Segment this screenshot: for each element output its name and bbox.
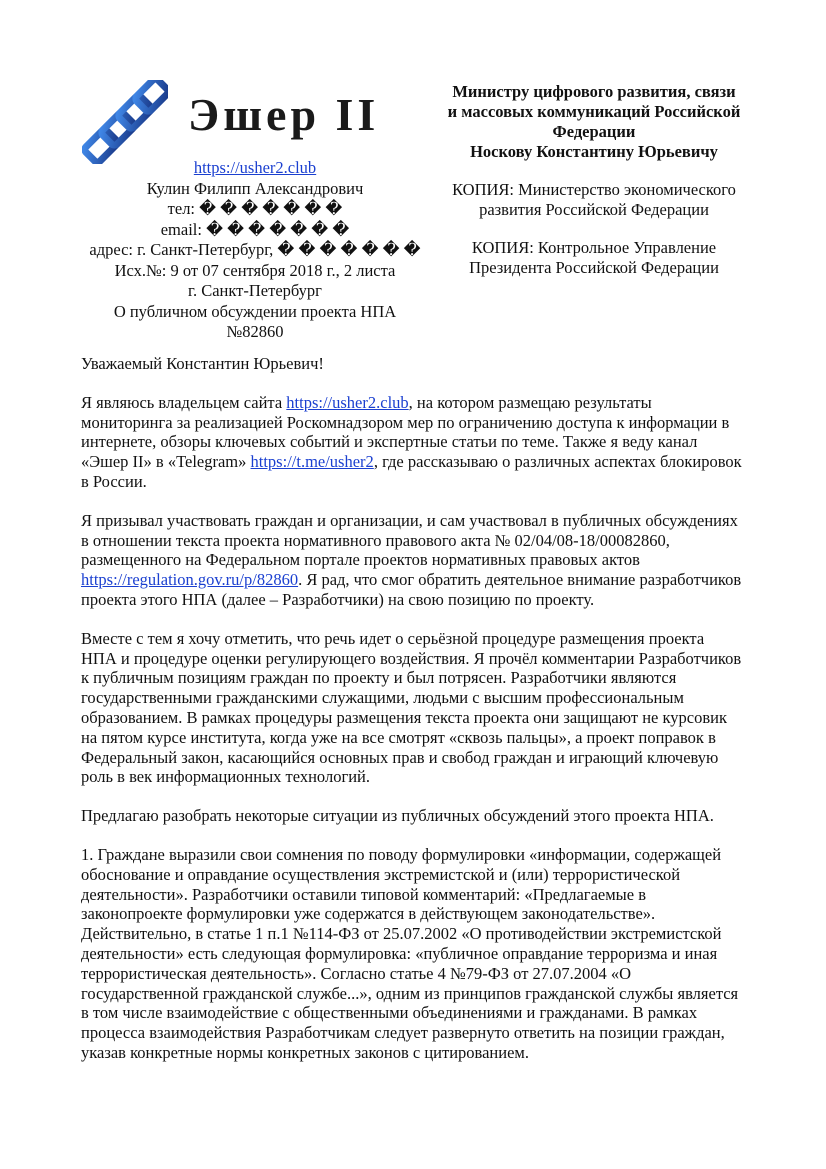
text-line: на пятом курсе института, когда уже на все смотрят «сквозь пальцы», а проект поправок в xyxy=(81,727,716,747)
text-line: законопроекте формулировки уже содержатся в действующем законодательстве». xyxy=(81,904,656,924)
text-fragment: . Я рад, что смог обратить деятельное внимание разработчиков xyxy=(298,570,742,590)
letter-body xyxy=(81,354,761,1082)
text-line: процесса взаимодействия Разработчикам следует развернуто ответить на позиции граждан, xyxy=(81,1023,725,1043)
addressee-line: Носкову Константину Юрьевичу xyxy=(470,142,718,161)
reference-number: Исх.№: 9 от 07 сентября 2018 г., 2 листа xyxy=(114,260,396,280)
paragraph-point-1 xyxy=(81,845,761,1063)
text-line: Я призывал участвовать граждан и организации, и сам участвовал в публичных обсуждениях xyxy=(81,510,738,530)
subject-line-2: №82860 xyxy=(226,322,284,341)
paragraph-intro xyxy=(81,393,761,492)
copy-recipient-2 xyxy=(440,238,748,278)
recipient-block xyxy=(440,82,748,278)
regulation-link[interactable]: https://regulation.gov.ru/p/82860 xyxy=(81,570,299,590)
text-line: НПА и процедуре оценки регулирующего воздействия. Я прочёл комментарии Разработчиков xyxy=(81,648,742,668)
text-fragment: Я являюсь владельцем сайта xyxy=(81,392,287,412)
text-fragment: «Эшер II» в «Telegram» xyxy=(81,452,251,472)
paragraph-procedure xyxy=(81,629,761,787)
text-line: в России. xyxy=(81,471,147,491)
greeting: Уважаемый Константин Юрьевич! xyxy=(81,354,324,373)
sender-name: Кулин Филипп Александрович xyxy=(146,178,364,198)
chain-logo-icon xyxy=(82,80,168,164)
text-fragment: , на котором размещаю результаты xyxy=(408,392,652,412)
text-line: Действительно, в статье 1 п.1 №114-ФЗ от 25.07.2002 «О противодействии экстремистской xyxy=(81,924,722,944)
site-link-inline[interactable]: https://usher2.club xyxy=(286,392,409,412)
text-line: Федеральный закон, касающийся основных прав и свобод граждан и играющий ключевую xyxy=(81,747,719,767)
text-line: государственной гражданской службе...», одним из принципов гражданской службы является xyxy=(81,983,739,1003)
sender-city: г. Санкт-Петербург xyxy=(188,281,322,300)
sender-block xyxy=(80,158,430,343)
text-line: Вместе с тем я хочу отметить, что речь идет о серьёзной процедуре размещения проекта xyxy=(81,628,705,648)
paragraph-proposal: Предлагаю разобрать некоторые ситуации из публичных обсуждений этого проекта НПА. xyxy=(81,806,714,826)
text-line: интернете, обзоры ключевых событий и экспертные статьи по теме. Также я веду канал xyxy=(81,432,698,452)
paragraph-participation xyxy=(81,511,761,610)
subject-line-1: О публичном обсуждении проекта НПА xyxy=(113,301,397,321)
copy-line: развития Российской Федерации xyxy=(479,200,709,219)
sender-email: email: � � � � � � � xyxy=(160,219,350,239)
text-line: террористическая деятельность». Согласно статье 4 №79-ФЗ от 27.07.2004 «О xyxy=(81,963,632,983)
text-line: размещенного на Федеральном портале проектов нормативных правовых актов xyxy=(81,550,640,570)
site-link[interactable]: https://usher2.club xyxy=(193,158,317,177)
text-line: роль в век информационных технологий. xyxy=(81,767,370,787)
text-line: деятельности» есть следующая формулировка: «публичное оправдание терроризма и иная xyxy=(81,943,718,963)
telegram-link[interactable]: https://t.me/usher2 xyxy=(250,452,374,472)
copy-line: КОПИЯ: Министерство экономического xyxy=(452,180,736,199)
text-fragment: , где рассказываю о различных аспектах блокировок xyxy=(373,452,742,472)
text-line: образованием. В рамках процедуры размещения текста проекта они защищают не курсовик xyxy=(81,707,727,727)
text-line: в отношении текста проекта нормативного правового акта № 02/04/08-18/00082860, xyxy=(81,530,670,550)
copy-recipient-1 xyxy=(440,180,748,220)
text-line: обоснование и оправдание осуществления экстремистской и (или) террористической xyxy=(81,864,681,884)
text-line: мониторинга за реализацией Роскомнадзором мер по ограничению доступа к информации в xyxy=(81,412,730,432)
text-line: 1. Граждане выразили свои сомнения по поводу формулировки «информации, содержащей xyxy=(81,844,722,864)
addressee-line: и массовых коммуникаций Российской xyxy=(447,102,741,121)
copy-line: КОПИЯ: Контрольное Управление xyxy=(471,238,717,257)
brand-title: Эшер II xyxy=(188,89,380,140)
addressee xyxy=(440,82,748,162)
text-line: деятельности». Разработчики оставили типовой комментарий: «Предлагаемые в xyxy=(81,884,646,904)
sender-address: адрес: г. Санкт-Петербург, � � � � � � � xyxy=(89,240,421,259)
text-line: к публичным позициям граждан по проекту и был потрясен. Разработчики являются xyxy=(81,668,677,688)
addressee-line: Министру цифрового развития, связи xyxy=(452,82,736,101)
addressee-line: Федерации xyxy=(552,122,636,141)
text-line: указав конкретные нормы конкретных законов с цитированием. xyxy=(81,1042,529,1062)
text-line: проекта этого НПА (далее – Разработчики) на свою позицию по проекту. xyxy=(81,589,595,609)
copy-line: Президента Российской Федерации xyxy=(469,258,719,277)
sender-phone: тел: � � � � � � � xyxy=(167,199,343,218)
text-line: в том числе взаимодействие с общественными объединениями и гражданами. В рамках xyxy=(81,1003,698,1023)
text-line: государственными гражданскими служащими, людьми с высшим профессиональным xyxy=(81,688,684,708)
